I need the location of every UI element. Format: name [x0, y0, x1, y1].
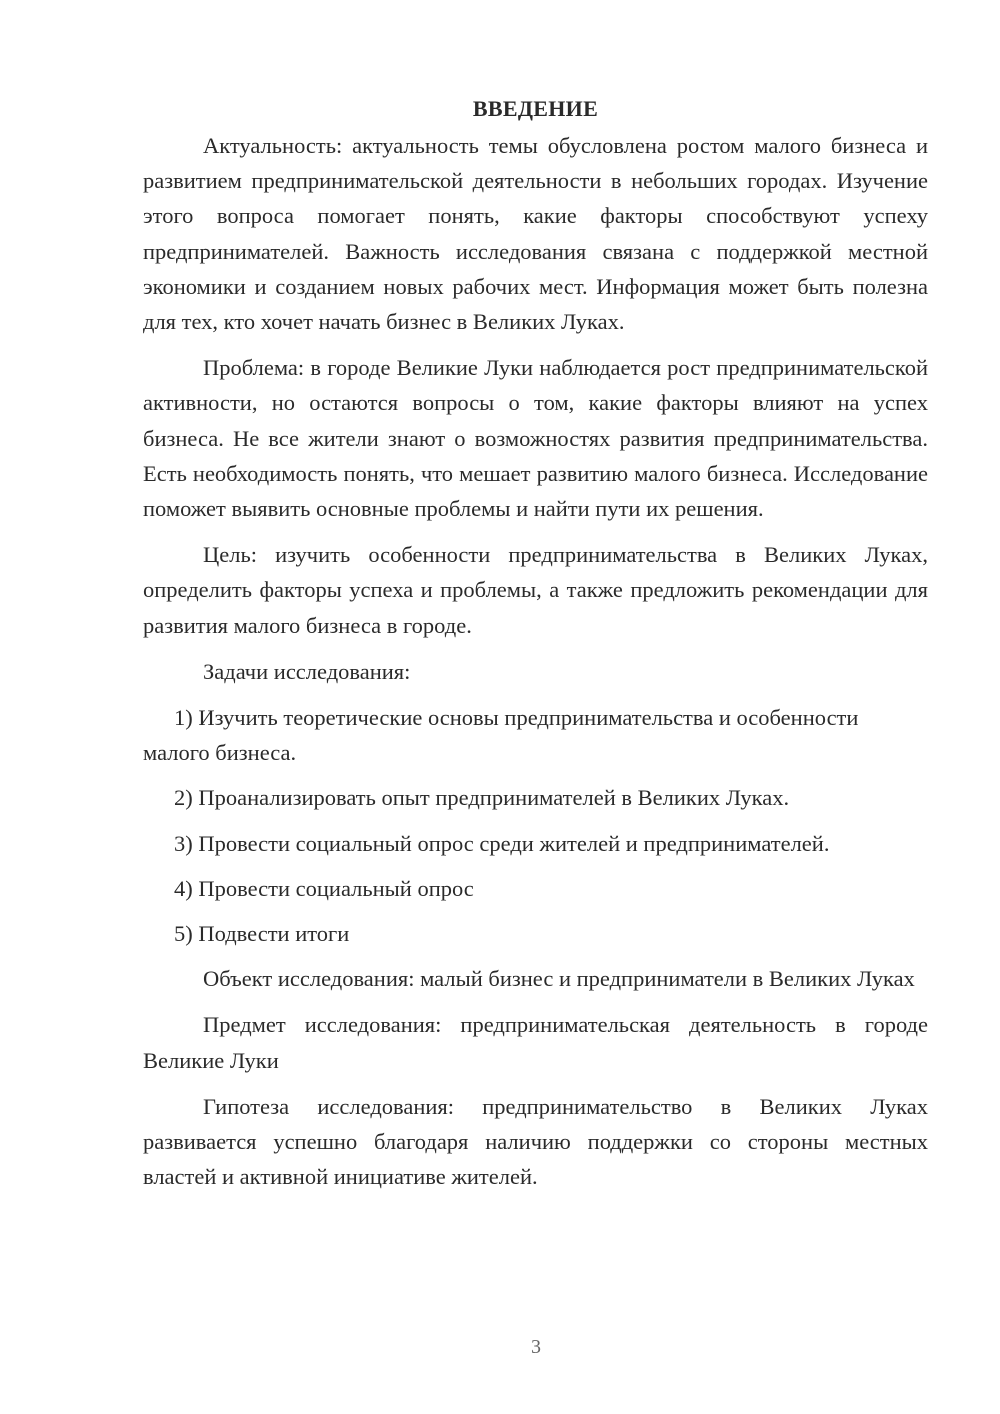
task-item-4: 4) Провести социальный опрос — [174, 875, 474, 901]
object-paragraph: Объект исследования: малый бизнес и предприниматели в Великих Луках — [203, 966, 915, 992]
document-page — [143, 94, 928, 1205]
task-item-1: 1) Изучить теоретические основы предпринимательства и особенности малого бизнеса. — [143, 705, 859, 766]
page-number: 3 — [531, 1336, 541, 1358]
goal-paragraph: Цель: изучить особенности предпринимательства в Великих Луках, определить факторы успеха и проблемы, а также предложить рекомендации для развития малого бизнеса в городе. — [143, 542, 928, 638]
page-title: ВВЕДЕНИЕ — [472, 96, 599, 121]
hypothesis-paragraph: Гипотеза исследования: предпринимательство в Великих Луках развивается успешно благодаря наличию поддержки со стороны местных властей и активной инициативе жителей. — [143, 1093, 928, 1190]
task-item-2: 2) Проанализировать опыт предпринимателей в Великих Луках. — [174, 785, 790, 811]
problem-paragraph: Проблема: в городе Великие Луки наблюдается рост предпринимательской активности, но остаются вопросы о том, какие факторы влияют на успех бизнеса. Не все жители знают о возможностях развития предпринимательства. Есть необходимость понять, что мешает развитию малого бизнеса. Исследование поможет выявить основные проблемы и найти пути их решения. — [143, 355, 928, 522]
tasks-heading: Задачи исследования: — [203, 658, 411, 684]
task-item-5: 5) Подвести итоги — [174, 921, 350, 947]
subject-paragraph: Предмет исследования: предпринимательская деятельность в городе Великие Луки — [143, 1012, 928, 1073]
relevance-paragraph: Актуальность: актуальность темы обусловлена ростом малого бизнеса и развитием предпринимательской деятельности в небольших городах. Изучение этого вопроса помогает понять, какие факторы способствуют успеху предпринимателей. Важность исследования связана с поддержкой местной экономики и созданием новых рабочих мест. Информация может быть полезна для тех, кто хочет начать бизнес в Великих Луках. — [143, 133, 928, 335]
task-item-3: 3) Провести социальный опрос среди жителей и предпринимателей. — [174, 830, 830, 856]
